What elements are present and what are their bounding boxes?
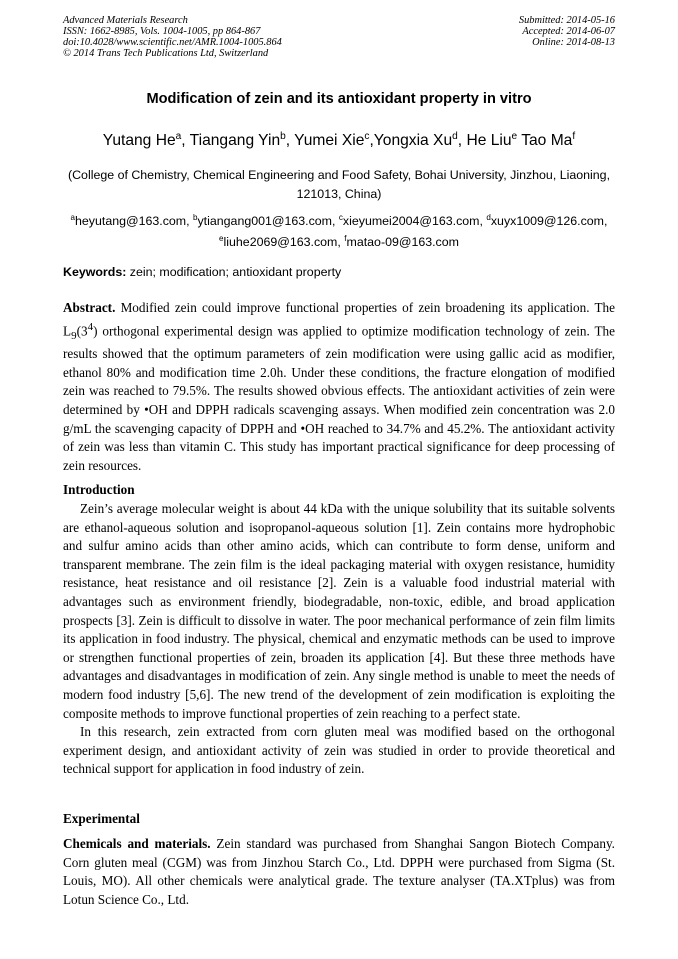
email-address[interactable]: liuhe2069@163.com — [223, 235, 338, 250]
accepted-date: Accepted: 2014-06-07 — [522, 26, 615, 37]
email-list — [63, 209, 615, 251]
paper-title: Modification of zein and its antioxidant property in vitro — [146, 91, 532, 107]
email-sep: , — [604, 214, 608, 229]
email-sup: f — [344, 234, 347, 244]
abstract — [63, 299, 615, 475]
keywords-text: zein; modification; antioxidant property — [126, 265, 342, 279]
journal-issn: ISSN: 1662-8985, Vols. 1004-1005, pp 864-867 — [63, 26, 261, 37]
abstract-text-3: ) orthogonal experimental design was applied to optimize modification technology of zein. The results showed that the optimum parameters of zein modification were using gallic acid as modifier, ethanol 80% and modification time 2.0h. Under these conditions, the fracture elongation of modified zein was reached to 79.5%. The results showed obvious effects. The antioxidant activities of zein were determined by •OH and DPPH radicals scavenging assays. When modified zein concentration was 2.0 g/mL the scavenging capacity of DPPH and •OH reached to 34.7% and 45.2%. The antioxidant activity of zein was less than vitamin C. This study has important practical significance for deep processing of zein resources. — [63, 322, 615, 473]
journal-copyright: © 2014 Trans Tech Publications Ltd, Switzerland — [63, 48, 269, 59]
introduction-body — [63, 500, 615, 779]
author-sep: , — [181, 132, 190, 150]
author-sup: d — [452, 131, 458, 142]
email-sup: e — [219, 234, 224, 244]
affiliation: (College of Chemistry, Chemical Engineering and Food Safety, Bohai University, Jinzhou, Liaoning, 121013, China) — [67, 168, 611, 201]
email-sup: d — [486, 213, 491, 222]
email-address[interactable]: xieyumei2004@163.com — [342, 214, 480, 229]
abstract-label: Abstract. — [63, 300, 116, 315]
abstract-text-2: (3 — [76, 322, 88, 338]
author-name: Yutang He — [102, 132, 176, 150]
abstract-text-1: Modified zein could improve functional properties of zein broadening its application. The L — [63, 300, 615, 338]
email-line-2 — [63, 230, 615, 251]
author-name: Yumei Xie — [294, 132, 365, 150]
author-name: Tiangang Yin — [189, 132, 281, 150]
email-sep: , — [479, 214, 487, 229]
author-sup: e — [511, 131, 518, 142]
abstract-superscript: 4 — [87, 320, 94, 333]
email-address[interactable]: xuyx1009@126.com — [490, 214, 605, 229]
author-name: Yongxia Xu — [373, 132, 453, 150]
email-sep: , — [186, 214, 193, 229]
email-sup: a — [70, 213, 76, 222]
keywords — [63, 265, 341, 279]
email-sep: , — [337, 235, 345, 250]
journal-name: Advanced Materials Research — [63, 15, 188, 26]
abstract-subscript: 9 — [71, 329, 77, 342]
introduction-paragraph: Zein’s average molecular weight is about 44 kDa with the unique solubility that its suitable solvents are ethanol-aqueous solution and isopropanol-aqueous solution [1]. Zein contains more hydrophobic and sulfur amino acids than other amino acids, which can contribute to form dense, uniform and transparent membrane. The zein film is the ideal packaging material with oxygen resistance, humidity resistance, heat resistance and oil resistance [2]. Zein is a valuable food industrial material with advantages such as environment friendly, biodegradable, non-toxic, edible, and broad application prospects [3]. Zein is difficult to dissolve in water. The poor mechanical performance of zein film limits its application in food industry. The physical, chemical and enzymatic methods can be used to improve or strengthen functional properties of zein, broaden its application [4]. But these three methods have advantages and disadvantages in modification of zein. Any single method is unable to meet the needs of modern food industry [5,6]. The new trend of the development of zein modification is exploiting the composite methods to improve functional properties of zein reaching to a perfect state. — [63, 501, 615, 721]
email-sup: c — [338, 213, 343, 222]
author-sep: , — [285, 132, 295, 150]
journal-header — [63, 15, 282, 59]
email-sep: , — [332, 214, 339, 229]
author-list — [0, 131, 678, 150]
author-sup: f — [572, 131, 576, 142]
author-sup: a — [175, 131, 182, 142]
email-sup: b — [193, 213, 198, 222]
author-sep: , — [369, 132, 374, 150]
chemicals-label: Chemicals and materials. — [63, 836, 211, 851]
dates-header — [519, 15, 615, 48]
email-address[interactable]: matao-09@163.com — [346, 235, 459, 250]
email-address[interactable]: heyutang@163.com — [75, 214, 187, 229]
chemicals-paragraph — [63, 835, 615, 909]
author-sep: , — [457, 132, 467, 150]
introduction-heading: Introduction — [63, 482, 135, 497]
submitted-date: Submitted: 2014-05-16 — [518, 15, 615, 26]
keywords-label: Keywords: — [63, 265, 127, 279]
chemicals-text: Zein standard was purchased from Shanghai Sangon Biotech Company. Corn gluten meal (CGM) was from Jinzhou Starch Co., Ltd. DPPH were purchased from Sigma (St. Louis, MO). All other chemicals were analytical grade. The texture analyser (TA.XTplus) was from Lotun Science Co., Ltd. — [63, 836, 615, 907]
author-name: Tao Ma — [521, 132, 573, 150]
author-sup: c — [364, 131, 370, 142]
experimental-heading: Experimental — [63, 811, 140, 826]
email-line-1 — [63, 209, 615, 230]
email-address[interactable]: ytiangang001@163.com — [197, 214, 332, 229]
online-date: Online: 2014-08-13 — [532, 37, 615, 48]
journal-doi[interactable]: doi:10.4028/www.scientific.net/AMR.1004-1005.864 — [63, 37, 282, 48]
author-sup: b — [280, 131, 286, 142]
introduction-paragraph: In this research, zein extracted from corn gluten meal was modified based on the orthogonal experiment design, and antioxidant activity of zein was studied in order to provide theoretical and technical support for application in food industry of zein. — [63, 724, 615, 777]
author-name: He Liu — [466, 132, 512, 150]
